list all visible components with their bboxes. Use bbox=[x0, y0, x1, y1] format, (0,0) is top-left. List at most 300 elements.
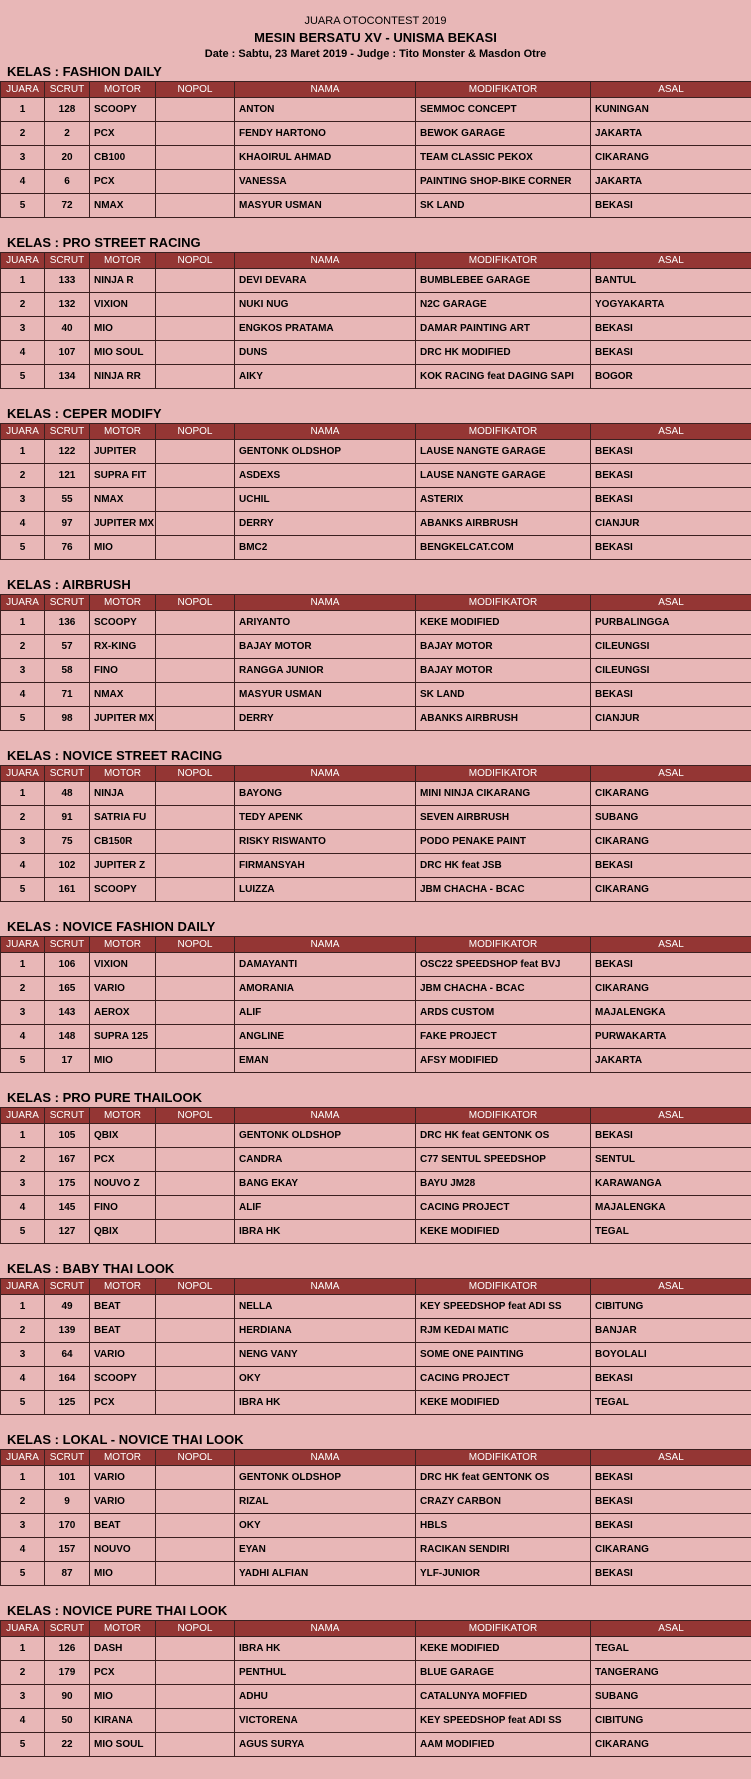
cell-motor: NOUVO bbox=[90, 1538, 156, 1562]
cell-scrut: 126 bbox=[45, 1637, 90, 1661]
cell-juara: 3 bbox=[1, 1172, 45, 1196]
cell-motor: CB100 bbox=[90, 146, 156, 170]
cell-motor: FINO bbox=[90, 659, 156, 683]
cell-scrut: 2 bbox=[45, 122, 90, 146]
cell-nama: IBRA HK bbox=[235, 1220, 416, 1244]
cell-scrut: 76 bbox=[45, 536, 90, 560]
cell-asal: CIKARANG bbox=[591, 146, 751, 170]
column-header-nama: NAMA bbox=[235, 937, 416, 953]
column-header-scrut: SCRUT bbox=[45, 82, 90, 98]
cell-nopol bbox=[156, 1637, 235, 1661]
cell-nopol bbox=[156, 854, 235, 878]
column-header-scrut: SCRUT bbox=[45, 1108, 90, 1124]
table-row bbox=[1, 1514, 751, 1538]
cell-motor: MIO SOUL bbox=[90, 341, 156, 365]
cell-scrut: 9 bbox=[45, 1490, 90, 1514]
cell-modifikator: BAJAY MOTOR bbox=[416, 635, 591, 659]
cell-scrut: 64 bbox=[45, 1343, 90, 1367]
cell-motor: VARIO bbox=[90, 1343, 156, 1367]
table-row bbox=[1, 1709, 751, 1733]
cell-nama: EYAN bbox=[235, 1538, 416, 1562]
cell-motor: VARIO bbox=[90, 1490, 156, 1514]
cell-modifikator: KEY SPEEDSHOP feat ADI SS bbox=[416, 1709, 591, 1733]
table-row bbox=[1, 1490, 751, 1514]
cell-scrut: 57 bbox=[45, 635, 90, 659]
table-row bbox=[1, 854, 751, 878]
cell-modifikator: DRC HK feat JSB bbox=[416, 854, 591, 878]
cell-nopol bbox=[156, 1343, 235, 1367]
column-header-scrut: SCRUT bbox=[45, 1279, 90, 1295]
cell-nama: MASYUR USMAN bbox=[235, 683, 416, 707]
class-title: KELAS : NOVICE PURE THAI LOOK bbox=[7, 1603, 228, 1618]
column-header-nopol: NOPOL bbox=[156, 1108, 235, 1124]
table-row bbox=[1, 1637, 751, 1661]
class-title: KELAS : AIRBRUSH bbox=[7, 577, 131, 592]
column-header-scrut: SCRUT bbox=[45, 595, 90, 611]
table-row bbox=[1, 488, 751, 512]
cell-juara: 4 bbox=[1, 512, 45, 536]
cell-nopol bbox=[156, 1025, 235, 1049]
column-header-nama: NAMA bbox=[235, 424, 416, 440]
column-header-asal: ASAL bbox=[591, 1621, 751, 1637]
cell-juara: 5 bbox=[1, 536, 45, 560]
cell-motor: NINJA R bbox=[90, 269, 156, 293]
cell-scrut: 55 bbox=[45, 488, 90, 512]
column-header-modifikator: MODIFIKATOR bbox=[416, 424, 591, 440]
cell-scrut: 157 bbox=[45, 1538, 90, 1562]
cell-nama: PENTHUL bbox=[235, 1661, 416, 1685]
table-row bbox=[1, 977, 751, 1001]
column-header-juara: JUARA bbox=[1, 253, 45, 269]
cell-juara: 2 bbox=[1, 122, 45, 146]
cell-nama: CANDRA bbox=[235, 1148, 416, 1172]
cell-nopol bbox=[156, 1049, 235, 1073]
cell-motor: NINJA bbox=[90, 782, 156, 806]
cell-nopol bbox=[156, 146, 235, 170]
column-header-asal: ASAL bbox=[591, 1450, 751, 1466]
cell-modifikator: KOK RACING feat DAGING SAPI bbox=[416, 365, 591, 389]
cell-scrut: 97 bbox=[45, 512, 90, 536]
sections-container bbox=[0, 63, 751, 1773]
cell-nama: IBRA HK bbox=[235, 1637, 416, 1661]
table-row bbox=[1, 365, 751, 389]
cell-asal: JAKARTA bbox=[591, 122, 751, 146]
column-header-asal: ASAL bbox=[591, 766, 751, 782]
class-section bbox=[0, 747, 751, 918]
cell-nama: UCHIL bbox=[235, 488, 416, 512]
cell-scrut: 133 bbox=[45, 269, 90, 293]
cell-asal: BEKASI bbox=[591, 683, 751, 707]
cell-juara: 5 bbox=[1, 1391, 45, 1415]
cell-asal: BEKASI bbox=[591, 1124, 751, 1148]
cell-motor: MIO bbox=[90, 1685, 156, 1709]
column-header-modifikator: MODIFIKATOR bbox=[416, 937, 591, 953]
column-header-juara: JUARA bbox=[1, 937, 45, 953]
cell-scrut: 165 bbox=[45, 977, 90, 1001]
column-header-modifikator: MODIFIKATOR bbox=[416, 1621, 591, 1637]
cell-nama: LUIZZA bbox=[235, 878, 416, 902]
cell-scrut: 58 bbox=[45, 659, 90, 683]
cell-scrut: 87 bbox=[45, 1562, 90, 1586]
cell-nama: ENGKOS PRATAMA bbox=[235, 317, 416, 341]
class-section bbox=[0, 918, 751, 1089]
cell-juara: 4 bbox=[1, 341, 45, 365]
column-header-motor: MOTOR bbox=[90, 595, 156, 611]
cell-nopol bbox=[156, 611, 235, 635]
cell-modifikator: RJM KEDAI MATIC bbox=[416, 1319, 591, 1343]
table-header-row bbox=[1, 937, 751, 953]
table-row bbox=[1, 953, 751, 977]
cell-modifikator: JBM CHACHA - BCAC bbox=[416, 878, 591, 902]
column-header-scrut: SCRUT bbox=[45, 937, 90, 953]
table-row bbox=[1, 440, 751, 464]
cell-nopol bbox=[156, 194, 235, 218]
column-header-nopol: NOPOL bbox=[156, 1621, 235, 1637]
cell-scrut: 145 bbox=[45, 1196, 90, 1220]
cell-juara: 5 bbox=[1, 194, 45, 218]
column-header-asal: ASAL bbox=[591, 595, 751, 611]
column-header-juara: JUARA bbox=[1, 1621, 45, 1637]
cell-juara: 4 bbox=[1, 1025, 45, 1049]
cell-nopol bbox=[156, 977, 235, 1001]
cell-scrut: 50 bbox=[45, 1709, 90, 1733]
cell-scrut: 71 bbox=[45, 683, 90, 707]
cell-juara: 1 bbox=[1, 782, 45, 806]
cell-nama: ALIF bbox=[235, 1001, 416, 1025]
column-header-nama: NAMA bbox=[235, 1108, 416, 1124]
table-row bbox=[1, 782, 751, 806]
table-row bbox=[1, 1391, 751, 1415]
cell-motor: VIXION bbox=[90, 293, 156, 317]
sheet-supertitle: JUARA OTOCONTEST 2019 bbox=[304, 15, 447, 27]
cell-nama: DERRY bbox=[235, 512, 416, 536]
cell-motor: MIO bbox=[90, 1562, 156, 1586]
cell-juara: 2 bbox=[1, 464, 45, 488]
cell-nama: EMAN bbox=[235, 1049, 416, 1073]
cell-juara: 1 bbox=[1, 98, 45, 122]
cell-modifikator: TEAM CLASSIC PEKOX bbox=[416, 146, 591, 170]
class-section bbox=[0, 1431, 751, 1602]
cell-motor: NMAX bbox=[90, 683, 156, 707]
cell-motor: VIXION bbox=[90, 953, 156, 977]
cell-scrut: 48 bbox=[45, 782, 90, 806]
cell-motor: CB150R bbox=[90, 830, 156, 854]
cell-motor: SCOOPY bbox=[90, 611, 156, 635]
cell-asal: BANJAR bbox=[591, 1319, 751, 1343]
cell-scrut: 139 bbox=[45, 1319, 90, 1343]
class-section bbox=[0, 1089, 751, 1260]
cell-nopol bbox=[156, 293, 235, 317]
cell-motor: SCOOPY bbox=[90, 1367, 156, 1391]
cell-scrut: 179 bbox=[45, 1661, 90, 1685]
cell-motor: QBIX bbox=[90, 1124, 156, 1148]
table-row bbox=[1, 1685, 751, 1709]
table-row bbox=[1, 1295, 751, 1319]
column-header-scrut: SCRUT bbox=[45, 1621, 90, 1637]
cell-asal: BEKASI bbox=[591, 317, 751, 341]
cell-asal: YOGYAKARTA bbox=[591, 293, 751, 317]
column-header-motor: MOTOR bbox=[90, 1108, 156, 1124]
cell-asal: CILEUNGSI bbox=[591, 635, 751, 659]
table-row bbox=[1, 269, 751, 293]
cell-asal: BEKASI bbox=[591, 341, 751, 365]
column-header-modifikator: MODIFIKATOR bbox=[416, 82, 591, 98]
cell-juara: 2 bbox=[1, 977, 45, 1001]
cell-asal: BEKASI bbox=[591, 1562, 751, 1586]
column-header-scrut: SCRUT bbox=[45, 766, 90, 782]
column-header-juara: JUARA bbox=[1, 1279, 45, 1295]
cell-juara: 3 bbox=[1, 1001, 45, 1025]
table-row bbox=[1, 1562, 751, 1586]
class-title: KELAS : CEPER MODIFY bbox=[7, 406, 162, 421]
results-table bbox=[0, 1620, 751, 1757]
class-title: KELAS : NOVICE STREET RACING bbox=[7, 748, 223, 763]
cell-motor: PCX bbox=[90, 1391, 156, 1415]
cell-modifikator: SEMMOC CONCEPT bbox=[416, 98, 591, 122]
cell-nama: GENTONK OLDSHOP bbox=[235, 440, 416, 464]
column-header-asal: ASAL bbox=[591, 253, 751, 269]
cell-modifikator: PODO PENAKE PAINT bbox=[416, 830, 591, 854]
column-header-juara: JUARA bbox=[1, 1108, 45, 1124]
cell-juara: 4 bbox=[1, 1367, 45, 1391]
results-table bbox=[0, 423, 751, 560]
column-header-scrut: SCRUT bbox=[45, 1450, 90, 1466]
cell-nopol bbox=[156, 1196, 235, 1220]
cell-asal: MAJALENGKA bbox=[591, 1196, 751, 1220]
cell-asal: BEKASI bbox=[591, 488, 751, 512]
class-title: KELAS : LOKAL - NOVICE THAI LOOK bbox=[7, 1432, 244, 1447]
cell-juara: 1 bbox=[1, 953, 45, 977]
cell-juara: 5 bbox=[1, 1049, 45, 1073]
cell-motor: MIO SOUL bbox=[90, 1733, 156, 1757]
cell-asal: BEKASI bbox=[591, 1514, 751, 1538]
cell-nopol bbox=[156, 1514, 235, 1538]
cell-nama: RIZAL bbox=[235, 1490, 416, 1514]
cell-modifikator: ABANKS AIRBRUSH bbox=[416, 707, 591, 731]
cell-modifikator: BLUE GARAGE bbox=[416, 1661, 591, 1685]
table-header-row bbox=[1, 1621, 751, 1637]
cell-nama: FIRMANSYAH bbox=[235, 854, 416, 878]
cell-juara: 5 bbox=[1, 365, 45, 389]
column-header-modifikator: MODIFIKATOR bbox=[416, 1108, 591, 1124]
cell-modifikator: RACIKAN SENDIRI bbox=[416, 1538, 591, 1562]
cell-motor: SUPRA 125 bbox=[90, 1025, 156, 1049]
cell-scrut: 72 bbox=[45, 194, 90, 218]
table-row bbox=[1, 1367, 751, 1391]
cell-nopol bbox=[156, 830, 235, 854]
class-title: KELAS : BABY THAI LOOK bbox=[7, 1261, 175, 1276]
cell-asal: MAJALENGKA bbox=[591, 1001, 751, 1025]
results-table bbox=[0, 1278, 751, 1415]
table-row bbox=[1, 1124, 751, 1148]
cell-juara: 4 bbox=[1, 1709, 45, 1733]
column-header-nopol: NOPOL bbox=[156, 424, 235, 440]
cell-nopol bbox=[156, 1220, 235, 1244]
cell-motor: SUPRA FIT bbox=[90, 464, 156, 488]
cell-scrut: 121 bbox=[45, 464, 90, 488]
cell-juara: 2 bbox=[1, 1148, 45, 1172]
cell-scrut: 164 bbox=[45, 1367, 90, 1391]
cell-nopol bbox=[156, 1391, 235, 1415]
cell-nopol bbox=[156, 1148, 235, 1172]
cell-juara: 3 bbox=[1, 146, 45, 170]
cell-juara: 4 bbox=[1, 854, 45, 878]
cell-asal: BANTUL bbox=[591, 269, 751, 293]
column-header-nama: NAMA bbox=[235, 595, 416, 611]
cell-nama: OKY bbox=[235, 1367, 416, 1391]
cell-modifikator: MINI NINJA CIKARANG bbox=[416, 782, 591, 806]
cell-scrut: 161 bbox=[45, 878, 90, 902]
cell-motor: NINJA RR bbox=[90, 365, 156, 389]
cell-nopol bbox=[156, 953, 235, 977]
cell-asal: CIKARANG bbox=[591, 782, 751, 806]
column-header-nopol: NOPOL bbox=[156, 595, 235, 611]
cell-modifikator: OSC22 SPEEDSHOP feat BVJ bbox=[416, 953, 591, 977]
cell-scrut: 40 bbox=[45, 317, 90, 341]
column-header-nopol: NOPOL bbox=[156, 1450, 235, 1466]
table-row bbox=[1, 707, 751, 731]
cell-motor: NMAX bbox=[90, 488, 156, 512]
cell-juara: 4 bbox=[1, 1196, 45, 1220]
table-row bbox=[1, 1538, 751, 1562]
cell-nopol bbox=[156, 707, 235, 731]
cell-nama: YADHI ALFIAN bbox=[235, 1562, 416, 1586]
cell-nopol bbox=[156, 635, 235, 659]
results-table bbox=[0, 252, 751, 389]
results-table bbox=[0, 936, 751, 1073]
cell-modifikator: FAKE PROJECT bbox=[416, 1025, 591, 1049]
table-header-row bbox=[1, 1279, 751, 1295]
cell-scrut: 6 bbox=[45, 170, 90, 194]
cell-scrut: 22 bbox=[45, 1733, 90, 1757]
cell-modifikator: BUMBLEBEE GARAGE bbox=[416, 269, 591, 293]
cell-motor: DASH bbox=[90, 1637, 156, 1661]
cell-nama: TEDY APENK bbox=[235, 806, 416, 830]
cell-scrut: 102 bbox=[45, 854, 90, 878]
cell-motor: VARIO bbox=[90, 977, 156, 1001]
cell-juara: 2 bbox=[1, 293, 45, 317]
cell-modifikator: CATALUNYA MOFFIED bbox=[416, 1685, 591, 1709]
table-row bbox=[1, 536, 751, 560]
cell-nopol bbox=[156, 122, 235, 146]
cell-nopol bbox=[156, 1295, 235, 1319]
table-row bbox=[1, 1001, 751, 1025]
column-header-motor: MOTOR bbox=[90, 1279, 156, 1295]
column-header-asal: ASAL bbox=[591, 1108, 751, 1124]
cell-scrut: 107 bbox=[45, 341, 90, 365]
cell-asal: BEKASI bbox=[591, 194, 751, 218]
cell-asal: KUNINGAN bbox=[591, 98, 751, 122]
cell-asal: BEKASI bbox=[591, 1490, 751, 1514]
cell-modifikator: ASTERIX bbox=[416, 488, 591, 512]
cell-motor: BEAT bbox=[90, 1319, 156, 1343]
cell-motor: AEROX bbox=[90, 1001, 156, 1025]
cell-asal: TANGERANG bbox=[591, 1661, 751, 1685]
cell-scrut: 125 bbox=[45, 1391, 90, 1415]
cell-juara: 1 bbox=[1, 1637, 45, 1661]
cell-nama: BANG EKAY bbox=[235, 1172, 416, 1196]
cell-nopol bbox=[156, 1538, 235, 1562]
cell-modifikator: AAM MODIFIED bbox=[416, 1733, 591, 1757]
cell-modifikator: KEY SPEEDSHOP feat ADI SS bbox=[416, 1295, 591, 1319]
cell-scrut: 143 bbox=[45, 1001, 90, 1025]
cell-nopol bbox=[156, 1124, 235, 1148]
class-section bbox=[0, 234, 751, 405]
cell-modifikator: N2C GARAGE bbox=[416, 293, 591, 317]
cell-asal: BOYOLALI bbox=[591, 1343, 751, 1367]
cell-motor: BEAT bbox=[90, 1514, 156, 1538]
cell-motor: JUPITER MX bbox=[90, 707, 156, 731]
cell-nama: RISKY RISWANTO bbox=[235, 830, 416, 854]
results-table bbox=[0, 765, 751, 902]
cell-modifikator: CACING PROJECT bbox=[416, 1367, 591, 1391]
cell-nopol bbox=[156, 1733, 235, 1757]
column-header-modifikator: MODIFIKATOR bbox=[416, 1450, 591, 1466]
cell-modifikator: SK LAND bbox=[416, 194, 591, 218]
cell-nopol bbox=[156, 512, 235, 536]
cell-modifikator: JBM CHACHA - BCAC bbox=[416, 977, 591, 1001]
cell-nama: MASYUR USMAN bbox=[235, 194, 416, 218]
cell-modifikator: SK LAND bbox=[416, 683, 591, 707]
cell-asal: PURWAKARTA bbox=[591, 1025, 751, 1049]
cell-asal: CIBITUNG bbox=[591, 1709, 751, 1733]
cell-scrut: 98 bbox=[45, 707, 90, 731]
cell-modifikator: CACING PROJECT bbox=[416, 1196, 591, 1220]
column-header-nopol: NOPOL bbox=[156, 253, 235, 269]
cell-juara: 1 bbox=[1, 1466, 45, 1490]
cell-asal: SUBANG bbox=[591, 1685, 751, 1709]
cell-nopol bbox=[156, 1319, 235, 1343]
cell-motor: RX-KING bbox=[90, 635, 156, 659]
table-row bbox=[1, 1466, 751, 1490]
table-row bbox=[1, 341, 751, 365]
table-row bbox=[1, 1148, 751, 1172]
class-section bbox=[0, 63, 751, 234]
cell-nama: BAJAY MOTOR bbox=[235, 635, 416, 659]
cell-nopol bbox=[156, 536, 235, 560]
cell-asal: BEKASI bbox=[591, 464, 751, 488]
column-header-modifikator: MODIFIKATOR bbox=[416, 1279, 591, 1295]
cell-modifikator: KEKE MODIFIED bbox=[416, 1637, 591, 1661]
column-header-juara: JUARA bbox=[1, 82, 45, 98]
cell-juara: 3 bbox=[1, 1343, 45, 1367]
cell-juara: 4 bbox=[1, 1538, 45, 1562]
column-header-motor: MOTOR bbox=[90, 1450, 156, 1466]
table-row bbox=[1, 635, 751, 659]
cell-modifikator: KEKE MODIFIED bbox=[416, 611, 591, 635]
cell-motor: QBIX bbox=[90, 1220, 156, 1244]
table-header-row bbox=[1, 424, 751, 440]
cell-nama: BMC2 bbox=[235, 536, 416, 560]
cell-nopol bbox=[156, 341, 235, 365]
cell-nama: ANTON bbox=[235, 98, 416, 122]
cell-juara: 2 bbox=[1, 635, 45, 659]
cell-nama: FENDY HARTONO bbox=[235, 122, 416, 146]
table-header-row bbox=[1, 595, 751, 611]
cell-modifikator: BEWOK GARAGE bbox=[416, 122, 591, 146]
cell-motor: MIO bbox=[90, 1049, 156, 1073]
cell-modifikator: BENGKELCAT.COM bbox=[416, 536, 591, 560]
cell-juara: 5 bbox=[1, 1220, 45, 1244]
class-section bbox=[0, 1602, 751, 1773]
results-table bbox=[0, 1449, 751, 1586]
column-header-nama: NAMA bbox=[235, 1450, 416, 1466]
table-row bbox=[1, 683, 751, 707]
cell-asal: CILEUNGSI bbox=[591, 659, 751, 683]
column-header-motor: MOTOR bbox=[90, 766, 156, 782]
cell-motor: MIO bbox=[90, 317, 156, 341]
column-header-motor: MOTOR bbox=[90, 1621, 156, 1637]
